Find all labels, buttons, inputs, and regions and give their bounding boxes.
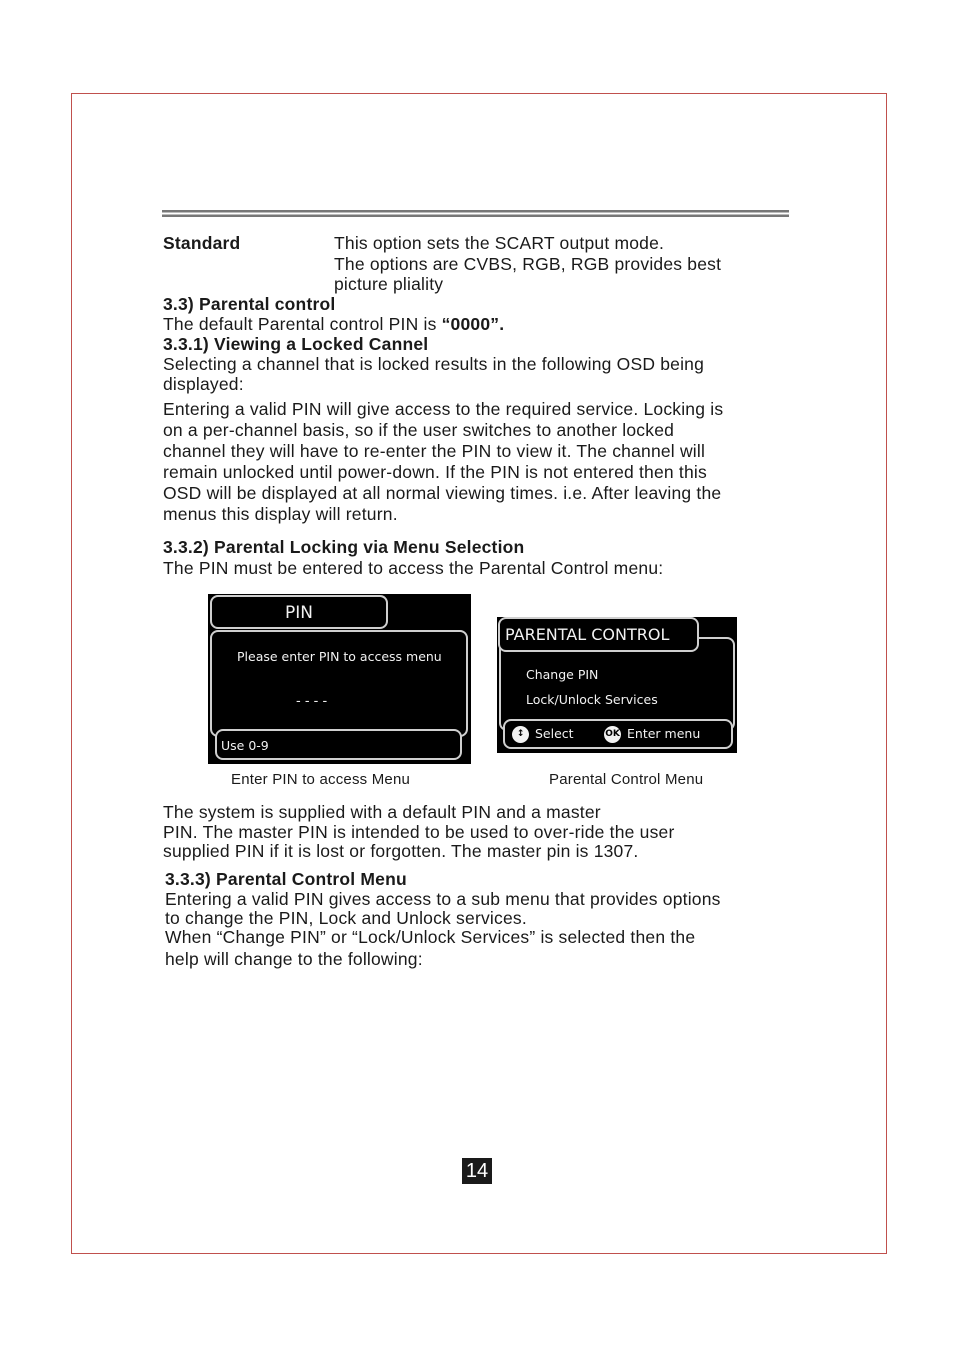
- pin-osd-title-box: [210, 595, 388, 629]
- master-pin-line: PIN. The master PIN is intended to be used to over-ride the user: [163, 822, 675, 842]
- pin-osd-hint: Use 0-9: [221, 738, 269, 753]
- locked-channel-paragraph: [163, 399, 723, 525]
- standard-desc-line1: This option sets the SCART output mode.: [334, 233, 665, 253]
- pin-osd-body: [210, 630, 468, 737]
- paragraph-line: on a per-channel basis, so if the user switches to another locked: [163, 420, 675, 440]
- default-pin-value: “0000”.: [441, 314, 505, 334]
- pin-osd-caption: Enter PIN to access Menu: [231, 771, 411, 788]
- paragraph-line: channel they will have to re-enter the PIN to view it. The channel will: [163, 441, 706, 461]
- default-pin-line: [163, 314, 504, 334]
- master-pin-line: The system is supplied with a default PIN and a master: [163, 802, 601, 822]
- parental-osd-help-bar: [503, 719, 733, 749]
- parental-osd-title-box: [498, 617, 699, 652]
- parental-osd-select-hint: [512, 726, 574, 743]
- parental-osd-title: PARENTAL CONTROL: [505, 625, 670, 644]
- standard-desc-line3: picture pliality: [334, 274, 444, 294]
- header-rule: [162, 210, 789, 217]
- paragraph-line: remain unlocked until power-down. If the PIN is not entered then this: [163, 462, 707, 482]
- section-3-3-1-line: displayed:: [163, 374, 244, 394]
- section-3-3-heading: 3.3) Parental control: [163, 294, 336, 314]
- master-pin-line: supplied PIN if it is lost or forgotten. The master pin is 1307.: [163, 841, 639, 861]
- section-3-3-3-heading: 3.3.3) Parental Control Menu: [165, 869, 407, 889]
- section-3-3-2-line: The PIN must be entered to access the Parental Control menu:: [163, 558, 664, 578]
- section-3-3-3-line: help will change to the following:: [165, 949, 423, 969]
- paragraph-line: Entering a valid PIN will give access to the required service. Locking is: [163, 399, 724, 419]
- standard-label: Standard: [163, 233, 241, 253]
- standard-desc-line2: The options are CVBS, RGB, RGB provides best: [334, 254, 722, 274]
- section-3-3-3-line: to change the PIN, Lock and Unlock services.: [165, 908, 527, 928]
- parental-osd-caption: Parental Control Menu: [549, 771, 704, 788]
- pin-osd-hint-box: [215, 729, 462, 760]
- pin-osd-title: PIN: [285, 603, 313, 623]
- paragraph-line: OSD will be displayed at all normal viewing times. i.e. After leaving the: [163, 483, 722, 503]
- paragraph-line: menus this display will return.: [163, 504, 398, 524]
- section-3-3-1-heading: 3.3.1) Viewing a Locked Cannel: [163, 334, 429, 354]
- select-label: Select: [535, 726, 574, 741]
- section-3-3-3-line: When “Change PIN” or “Lock/Unlock Services” is selected then the: [165, 927, 696, 947]
- parental-osd-screenshot: [497, 617, 737, 753]
- section-3-3-2-heading: 3.3.2) Parental Locking via Menu Selection: [163, 537, 525, 557]
- section-3-3-3-line: Entering a valid PIN gives access to a sub menu that provides options: [165, 889, 721, 909]
- pin-osd-prompt: Please enter PIN to access menu: [237, 649, 442, 664]
- section-3-3-1-line: Selecting a channel that is locked results in the following OSD being: [163, 354, 705, 374]
- default-pin-text: The default Parental control PIN is: [163, 314, 442, 334]
- page-number: 14: [462, 1158, 492, 1184]
- ok-button-icon: OK: [604, 726, 621, 743]
- parental-osd-item-lock-unlock: Lock/Unlock Services: [526, 692, 658, 707]
- parental-osd-enter-hint: [604, 726, 700, 743]
- navigate-arrows-icon: ↕: [512, 726, 529, 743]
- enter-menu-label: Enter menu: [627, 726, 701, 741]
- pin-osd-screenshot: [208, 594, 471, 764]
- pin-osd-entry: - - - -: [296, 694, 328, 709]
- parental-osd-item-change-pin: Change PIN: [526, 667, 599, 682]
